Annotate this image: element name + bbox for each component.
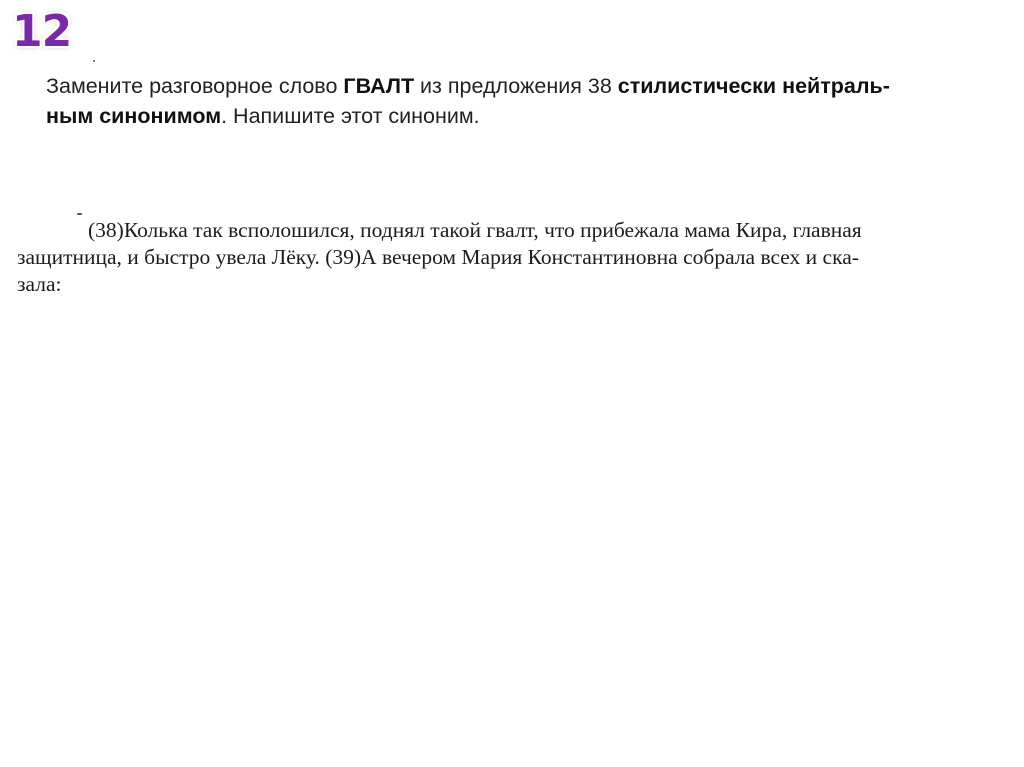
task-keyword: ным синонимом <box>46 104 222 128</box>
source-passage <box>17 217 982 298</box>
task-text-segment: из предложения 38 <box>414 74 618 98</box>
scan-speck <box>77 213 82 215</box>
task-keyword: ГВАЛТ <box>343 74 415 98</box>
task-text-segment: Замените разговорное слово <box>46 74 344 98</box>
task-text <box>46 71 966 131</box>
passage-line: (38)Колька так всполошился, поднял такой гвалт, что прибежала мама Кира, главная <box>88 218 862 242</box>
passage-line: защитница, и быстро увела Лёку. (39)А вечером Мария Константиновна собрала всех и ска- <box>17 245 859 269</box>
scan-speck <box>93 60 95 62</box>
slide-number: 12 <box>12 6 72 57</box>
task-keyword: стилистически нейтраль- <box>617 74 890 98</box>
task-text-segment: . Напишите этот синоним. <box>221 104 480 128</box>
passage-line: зала: <box>17 272 62 296</box>
